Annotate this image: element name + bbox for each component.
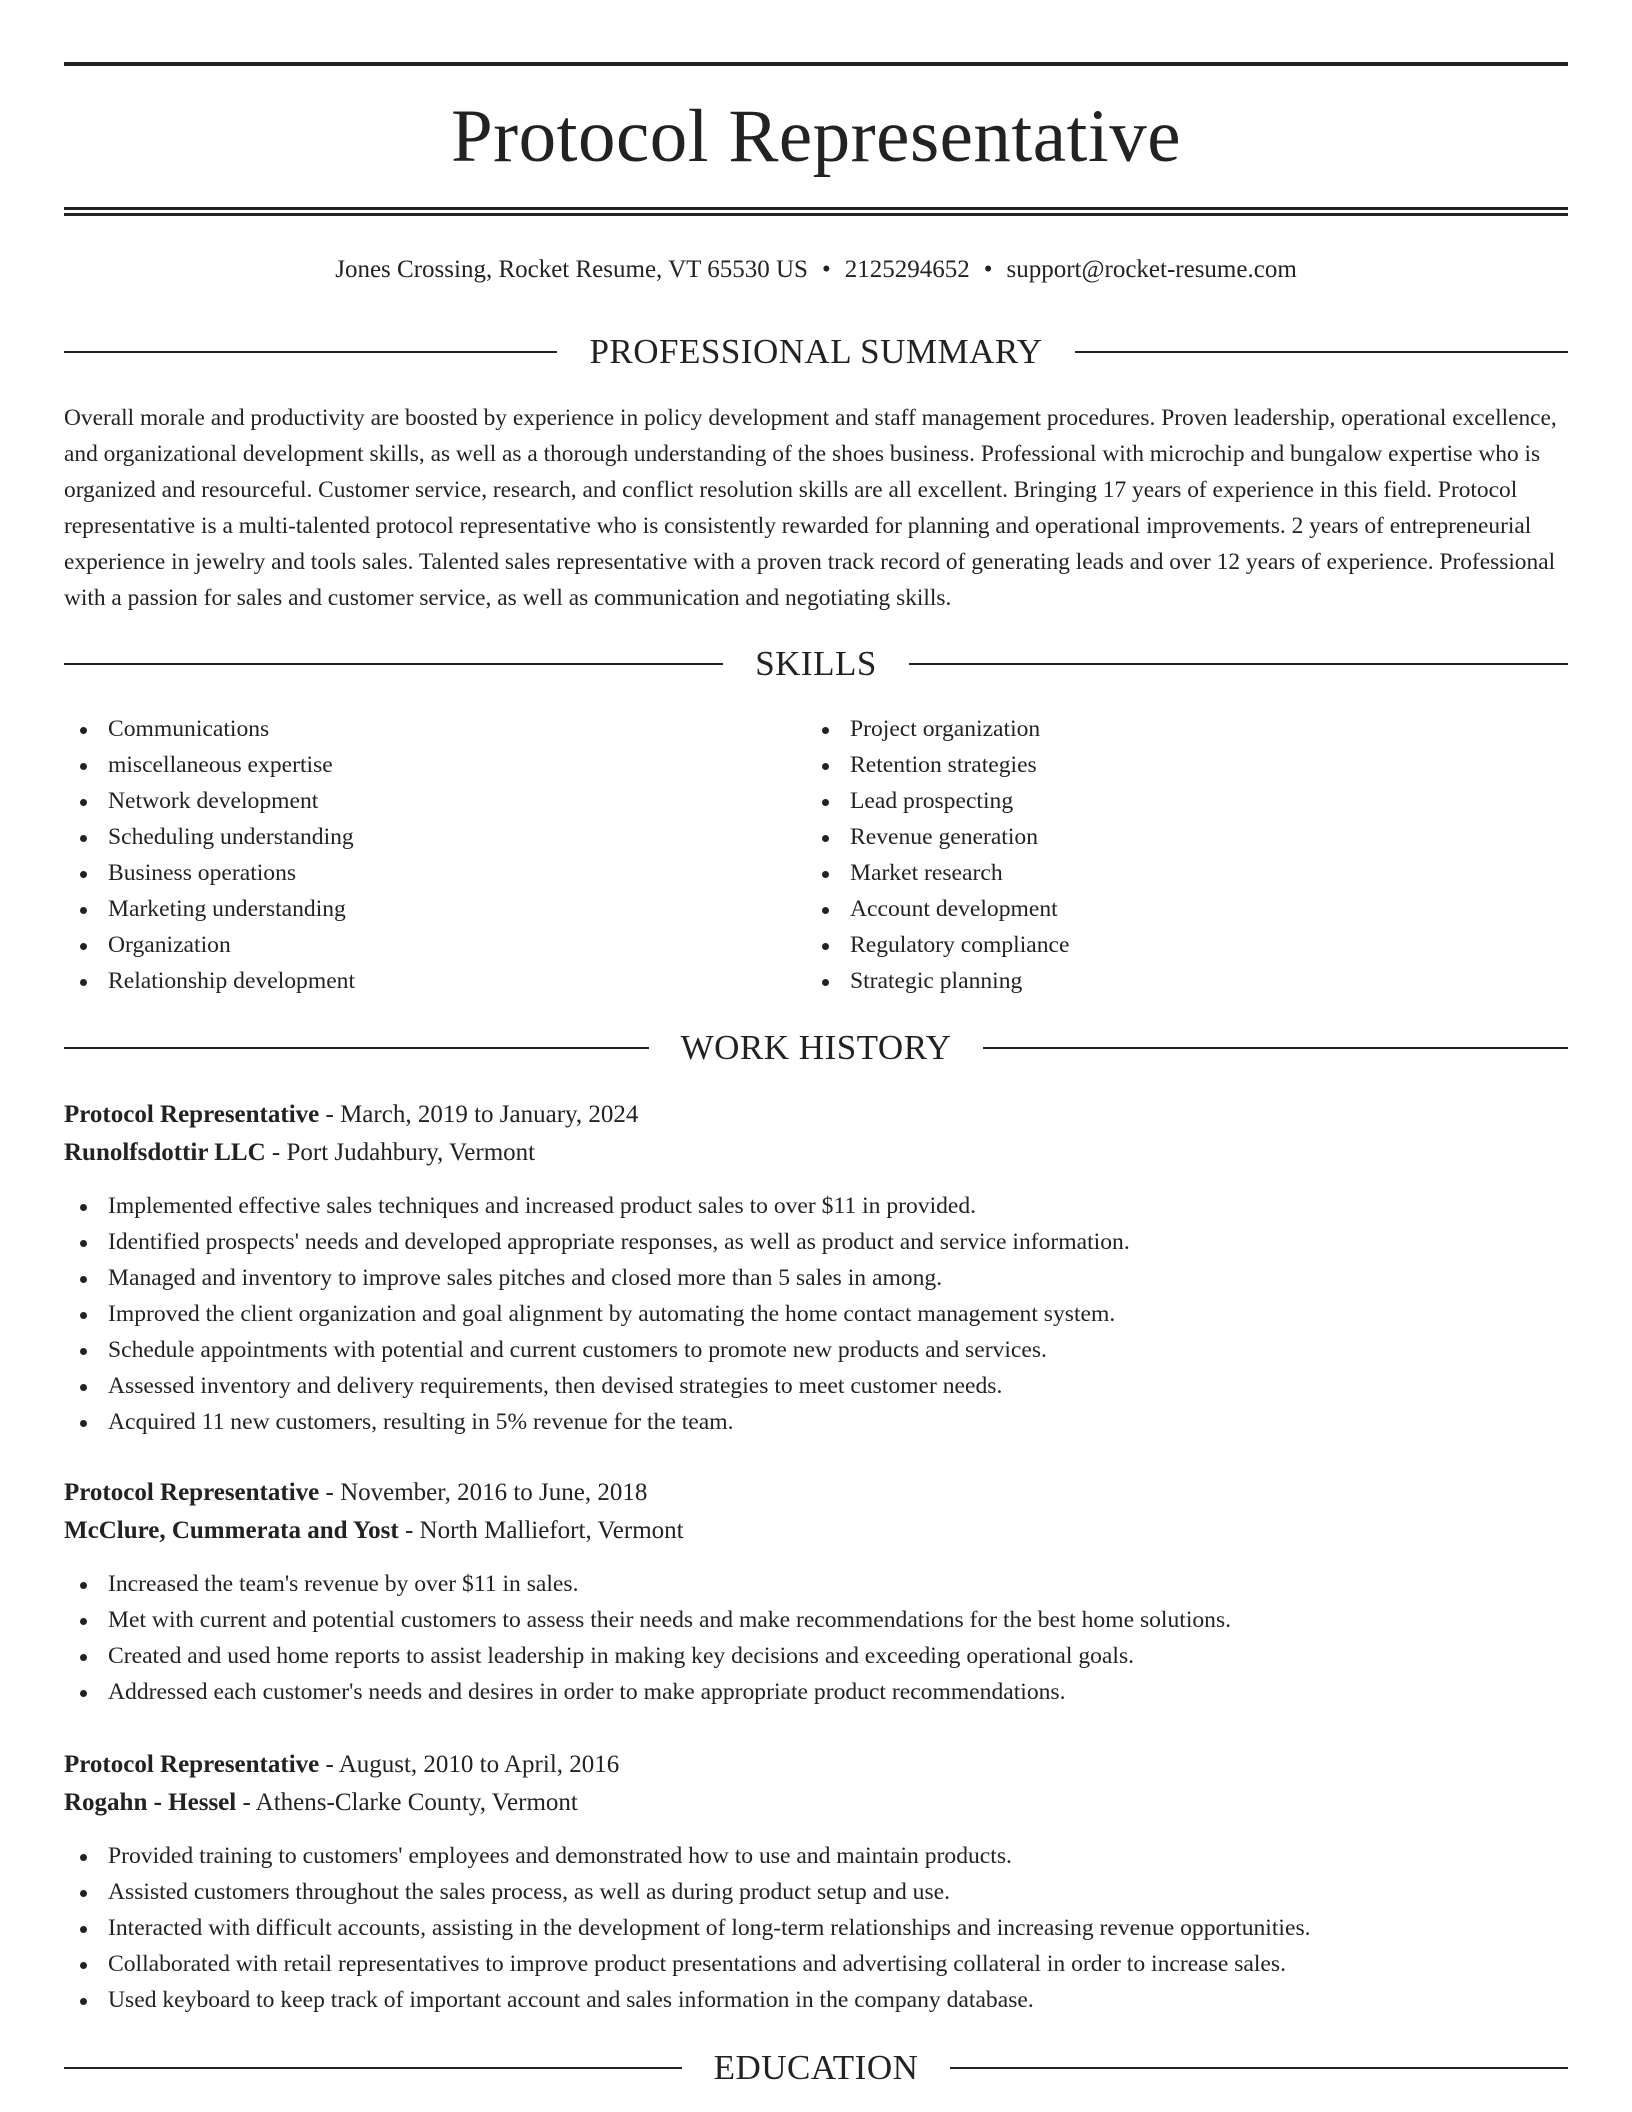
summary-title: PROFESSIONAL SUMMARY	[589, 332, 1043, 371]
job-company: Runolfsdottir LLC	[64, 1139, 266, 1166]
job-bullet: Created and used home reports to assist leadership in making key decisions and exceeding operational goals.	[64, 1638, 1568, 1674]
heading-rule-left	[64, 351, 557, 353]
heading-rule-left	[64, 1047, 649, 1049]
contact-separator: •	[983, 256, 993, 283]
contact-address: Jones Crossing, Rocket Resume, VT 65530 US	[335, 256, 808, 283]
job-title: Protocol Representative	[64, 1751, 320, 1778]
job-bullet: Identified prospects' needs and developed appropriate responses, as well as product and service information.	[64, 1224, 1568, 1260]
skill-item: Revenue generation	[806, 819, 1069, 855]
skill-item: Scheduling understanding	[64, 819, 355, 855]
skill-item: Retention strategies	[806, 747, 1069, 783]
job-bullet: Managed and inventory to improve sales pitches and closed more than 5 sales in among.	[64, 1260, 1568, 1296]
heading-rule-right	[1075, 351, 1568, 353]
education-heading	[64, 2046, 1568, 2090]
contact-email: support@rocket-resume.com	[1006, 256, 1297, 283]
summary-heading	[64, 330, 1568, 374]
skills-list-left	[64, 711, 355, 999]
skill-item: miscellaneous expertise	[64, 747, 355, 783]
job-bullet: Improved the client organization and goal alignment by automating the home contact management system.	[64, 1296, 1568, 1332]
job-bullets	[64, 1188, 1568, 1440]
skill-item: Network development	[64, 783, 355, 819]
contact-phone: 2125294652	[844, 256, 970, 283]
heading-rule-right	[983, 1047, 1568, 1049]
skill-item: Regulatory compliance	[806, 927, 1069, 963]
job-dates: - November, 2016 to June, 2018	[319, 1479, 648, 1506]
skill-item: Relationship development	[64, 963, 355, 999]
job-entry	[64, 1096, 1568, 1440]
work-heading	[64, 1026, 1568, 1070]
job-bullets	[64, 1566, 1568, 1710]
candidate-name: Protocol Representative	[450, 95, 1182, 178]
job-location: - Athens-Clarke County, Vermont	[236, 1789, 578, 1816]
job-title: Protocol Representative	[64, 1101, 320, 1128]
job-entry	[64, 1746, 1568, 2018]
job-bullet: Provided training to customers' employees and demonstrated how to use and maintain products.	[64, 1838, 1568, 1874]
skill-item: Communications	[64, 711, 355, 747]
job-company: Rogahn - Hessel	[64, 1789, 237, 1816]
top-rule	[64, 62, 1568, 66]
job-entry	[64, 1474, 1568, 1710]
job-company-line	[64, 1134, 1568, 1172]
heading-rule-right	[909, 663, 1568, 665]
job-dates: - March, 2019 to January, 2024	[319, 1101, 639, 1128]
job-bullet: Assessed inventory and delivery requirements, then devised strategies to meet customer needs.	[64, 1368, 1568, 1404]
skill-item: Organization	[64, 927, 355, 963]
job-bullet: Collaborated with retail representatives to improve product presentations and advertising collateral in order to increase sales.	[64, 1946, 1568, 1982]
job-location: - Port Judahbury, Vermont	[265, 1139, 536, 1166]
summary-text: Overall morale and productivity are boosted by experience in policy development and staff management procedures. Proven leadership, operational excellence, and organizational development skills, as well as a thorough understanding of the shoes business. Professional with microchip and bungalow expertise who is organized and resourceful. Customer service, research, and conflict resolution skills are all excellent. Bringing 17 years of experience in this field. Protocol representative is a multi-talented protocol representative who is consistently rewarded for planning and operational improvements. 2 years of entrepreneurial experience in jewelry and tools sales. Talented sales representative with a proven track record of generating leads and over 12 years of experience. Professional with a passion for sales and customer service, as well as communication and negotiating skills.	[64, 405, 1557, 611]
job-bullet: Acquired 11 new customers, resulting in 5% revenue for the team.	[64, 1404, 1568, 1440]
skills-list-right	[806, 711, 1069, 999]
heading-rule-left	[64, 2067, 682, 2069]
skill-item: Project organization	[806, 711, 1069, 747]
work-title: WORK HISTORY	[680, 1028, 952, 1067]
education-title: EDUCATION	[713, 2048, 919, 2087]
job-company-line	[64, 1784, 1568, 1822]
job-company-line	[64, 1512, 1568, 1550]
job-bullets	[64, 1838, 1568, 2018]
heading-rule-right	[950, 2067, 1568, 2069]
job-title: Protocol Representative	[64, 1479, 320, 1506]
job-bullet: Implemented effective sales techniques and increased product sales to over $11 in provided.	[64, 1188, 1568, 1224]
contact-separator: •	[821, 256, 831, 283]
skills-title: SKILLS	[755, 644, 877, 683]
job-bullet: Increased the team's revenue by over $11 in sales.	[64, 1566, 1568, 1602]
job-company: McClure, Cummerata and Yost	[64, 1517, 399, 1544]
skill-item: Marketing understanding	[64, 891, 355, 927]
job-bullet: Schedule appointments with potential and current customers to promote new products and services.	[64, 1332, 1568, 1368]
double-rule	[64, 207, 1568, 216]
job-location: - North Malliefort, Vermont	[398, 1517, 684, 1544]
job-title-line	[64, 1096, 1568, 1134]
skill-item: Lead prospecting	[806, 783, 1069, 819]
skills-heading	[64, 642, 1568, 686]
job-title-line	[64, 1746, 1568, 1784]
skill-item: Account development	[806, 891, 1069, 927]
job-bullet: Met with current and potential customers to assess their needs and make recommendations for the best home solutions.	[64, 1602, 1568, 1638]
job-bullet: Used keyboard to keep track of important account and sales information in the company database.	[64, 1982, 1568, 2018]
job-bullet: Addressed each customer's needs and desires in order to make appropriate product recommendations.	[64, 1674, 1568, 1710]
job-title-line	[64, 1474, 1568, 1512]
job-dates: - August, 2010 to April, 2016	[319, 1751, 620, 1778]
skill-item: Market research	[806, 855, 1069, 891]
heading-rule-left	[64, 663, 723, 665]
job-bullet: Interacted with difficult accounts, assisting in the development of long-term relationships and increasing revenue opportunities.	[64, 1910, 1568, 1946]
skill-item: Business operations	[64, 855, 355, 891]
job-bullet: Assisted customers throughout the sales process, as well as during product setup and use.	[64, 1874, 1568, 1910]
skill-item: Strategic planning	[806, 963, 1069, 999]
contact-line	[64, 254, 1568, 286]
